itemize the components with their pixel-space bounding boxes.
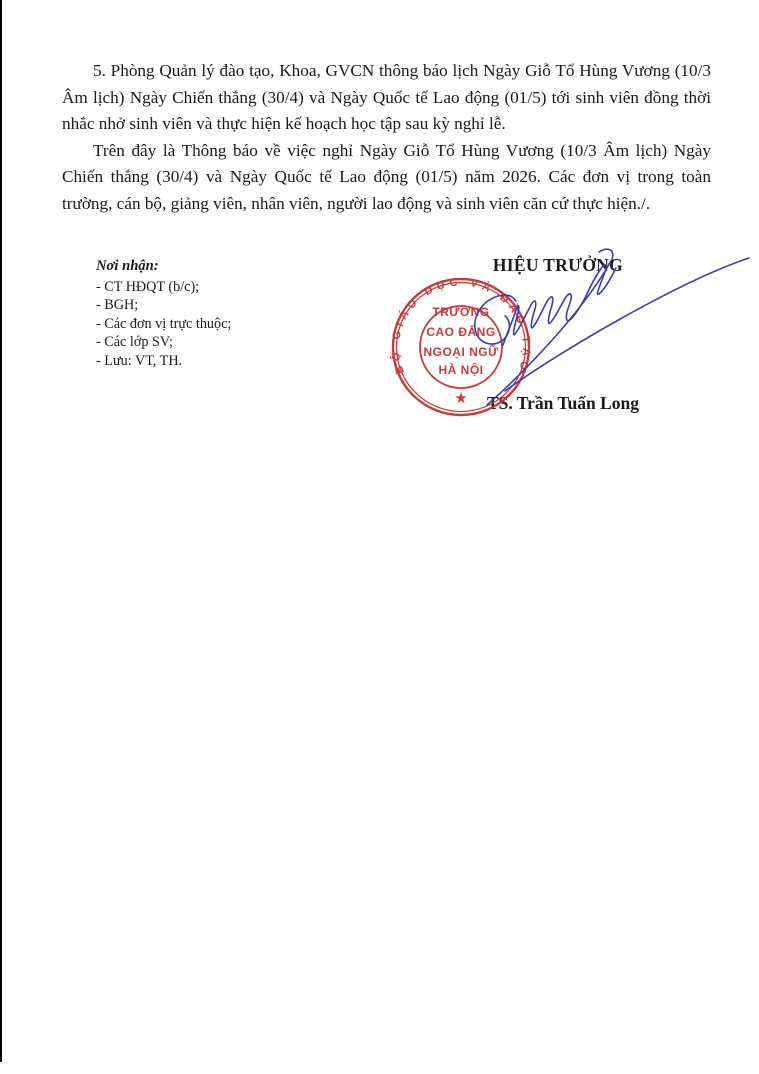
seal-center-line: HÀ NỘI [438, 363, 484, 377]
signer-title: HIỆU TRƯỞNG [492, 255, 624, 275]
signer-name: TS. Trần Tuấn Long [486, 393, 640, 413]
paragraph-5: 5. Phòng Quản lý đào tạo, Khoa, GVCN thông báo lịch Ngày Giỗ Tổ Hùng Vương (10/3 Âm lịch) Ngày Chiến thắng (30/4) và Ngày Quốc tế Lao động (01/5) tới sinh viên đồng thời nhắc nhở sinh viên và thực hiện kế hoạch học tập sau kỳ nghỉ lễ. [62, 61, 711, 134]
recipient-item: - BGH; [96, 297, 139, 314]
recipient-item: - CT HĐQT (b/c); [96, 278, 200, 295]
recipient-item: - Các lớp SV; [96, 334, 173, 351]
document-body [62, 58, 711, 218]
seal-center-line: TRƯỜNG [432, 305, 490, 319]
signature-stroke [505, 258, 749, 391]
scan-edge-artifact [0, 0, 2, 1062]
signature-stroke [487, 249, 613, 405]
recipient-item: - Lưu: VT, TH. [96, 352, 183, 369]
seal-ring-text: BỘ GIÁO DỤC VÀ ĐÀO TẠO [389, 276, 533, 376]
seal-star-icon: ★ [454, 391, 468, 407]
recipients-heading: Nơi nhận: [96, 258, 159, 274]
seal-center-line: CAO ĐẲNG [426, 325, 496, 339]
seal-and-signature [380, 235, 759, 430]
recipients-block [96, 257, 346, 371]
signature-stroke [586, 265, 616, 296]
recipient-item: - Các đơn vị trực thuộc; [96, 315, 232, 332]
seal-center-line: NGOẠI NGỮ [423, 345, 499, 359]
closing-paragraph: Trên đây là Thông báo về việc nghỉ Ngày Giỗ Tổ Hùng Vương (10/3 Âm lịch) Ngày Chiến thắng (30/4) và Ngày Quốc tế Lao động (01/5) năm 2026. Các đơn vị trong toàn trường, cán bộ, giảng viên, nhân viên, người lao động và sinh viên căn cứ thực hiện./. [62, 140, 711, 213]
